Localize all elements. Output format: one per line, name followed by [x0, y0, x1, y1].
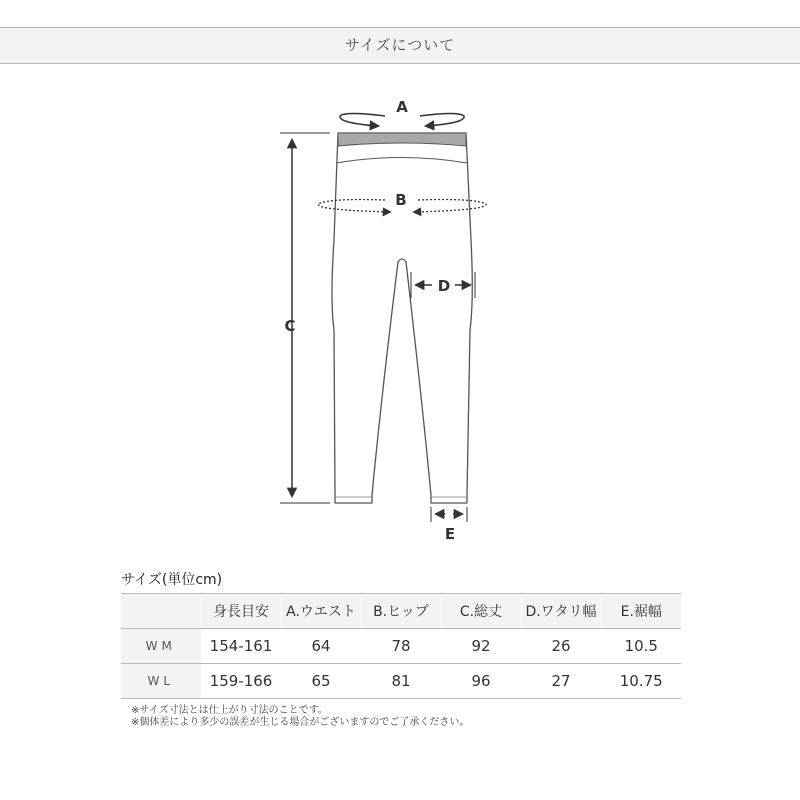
- size-table: [121, 593, 681, 699]
- label-a: A: [396, 98, 408, 116]
- table-cell: 78: [361, 629, 441, 664]
- label-c: C: [284, 317, 296, 335]
- table-row: [121, 629, 681, 664]
- table-row: [121, 664, 681, 699]
- table-cell: 27: [521, 664, 601, 699]
- row-label: WL: [121, 664, 201, 699]
- table-cell: 96: [441, 664, 521, 699]
- column-header: A.ウエスト: [281, 594, 361, 629]
- column-header: [121, 594, 201, 629]
- dimension-c: [280, 133, 330, 503]
- dimension-e: [431, 507, 467, 543]
- note-line: ※個体差により多少の誤差が生じる場合がございますのでご了承ください。: [131, 717, 470, 728]
- note-line: ※サイズ寸法とは仕上がり寸法のことです。: [131, 705, 328, 716]
- table-cell: 64: [281, 629, 361, 664]
- label-b: B: [395, 191, 407, 209]
- column-header: C.総丈: [441, 594, 521, 629]
- table-cell: 26: [521, 629, 601, 664]
- table-cell: 154-161: [201, 629, 281, 664]
- column-header: 身長目安: [201, 594, 281, 629]
- column-header: D.ワタリ幅: [521, 594, 601, 629]
- table-cell: 92: [441, 629, 521, 664]
- label-d: D: [437, 277, 451, 295]
- table-cell: 10.5: [601, 629, 681, 664]
- column-header: E.裾幅: [601, 594, 681, 629]
- table-cell: 65: [281, 664, 361, 699]
- label-e: E: [444, 525, 456, 543]
- table-cell: 10.75: [601, 664, 681, 699]
- notes: [131, 705, 469, 729]
- table-cell: 81: [361, 664, 441, 699]
- table-header-row: [121, 594, 681, 629]
- dimension-a: [340, 98, 464, 126]
- size-table-caption: サイズ(単位cm): [121, 572, 223, 588]
- row-label: WM: [121, 629, 201, 664]
- table-cell: 159-166: [201, 664, 281, 699]
- leggings-outline: [332, 133, 472, 503]
- column-header: B.ヒップ: [361, 594, 441, 629]
- page-title: サイズについて: [344, 36, 456, 54]
